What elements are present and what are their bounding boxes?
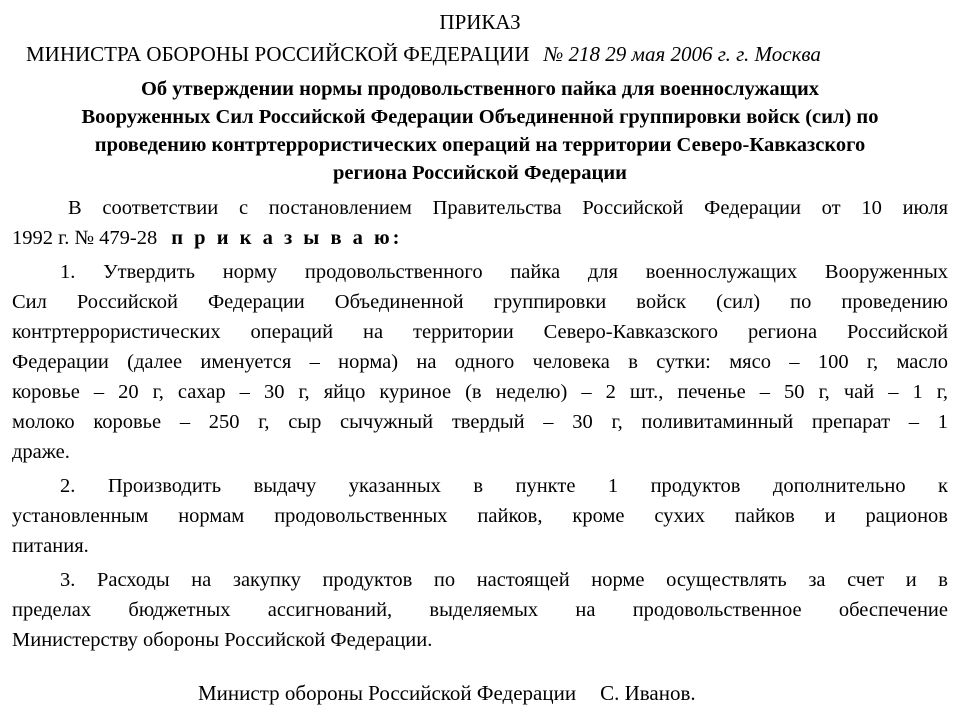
document-title <box>12 75 948 187</box>
preamble-line <box>12 223 948 253</box>
document-body <box>12 193 948 659</box>
item-line: драже. <box>12 441 70 463</box>
item-line: 2. Производить выдачу указанных в пункте 1 продуктов дополнительно к <box>60 475 948 497</box>
title-line: Вооруженных Сил Российской Федерации Объединенной группировки войск (сил) по <box>81 106 879 128</box>
title-line: региона Российской Федерации <box>333 162 627 184</box>
item-line: установленным нормам продовольственных пайков, кроме сухих пайков и рационов <box>12 505 948 527</box>
signature-block <box>198 679 696 707</box>
document-type: ПРИКАЗ <box>439 10 521 34</box>
item-line: пределах бюджетных ассигнований, выделяемых на продовольственное обеспечение <box>12 599 948 621</box>
signatory-name: С. Иванов. <box>600 681 696 705</box>
title-line: Об утверждении нормы продовольственного пайка для военнослужащих <box>140 78 820 100</box>
signatory-position: Министр обороны Российской Федерации <box>198 681 577 705</box>
item-line: контртеррористических операций на территории Северо-Кавказского региона Российской <box>12 321 948 343</box>
item-paragraph-3 <box>12 565 948 655</box>
item-line: 3. Расходы на закупку продуктов по настоящей норме осуществлять за счет и в <box>60 569 948 591</box>
document-header <box>26 40 948 68</box>
issuer: МИНИСТРА ОБОРОНЫ РОССИЙСКОЙ ФЕДЕРАЦИИ <box>26 42 530 66</box>
item-line: питания. <box>12 535 89 557</box>
preamble-reference: 1992 г. № 479-28 <box>12 227 158 249</box>
item-line: молоко коровье – 250 г, сыр сычужный твердый – 30 г, поливитаминный препарат – 1 <box>12 411 948 433</box>
item-line: Сил Российской Федерации Объединенной группировки войск (сил) по проведению <box>12 291 948 313</box>
item-paragraph-2 <box>12 471 948 561</box>
item-line: коровье – 20 г, сахар – 30 г, яйцо куриное (в неделю) – 2 шт., печенье – 50 г, чай – 1 г, <box>12 381 948 403</box>
item-paragraph-1 <box>12 257 948 467</box>
item-line: 1. Утвердить норму продовольственного пайка для военнослужащих Вооруженных <box>60 261 948 283</box>
preamble-line: В соответствии с постановлением Правительства Российской Федерации от 10 июля <box>68 197 948 219</box>
item-line: Министерству обороны Российской Федерации. <box>12 629 433 651</box>
order-number-date-place: № 218 29 мая 2006 г. г. Москва <box>543 42 821 66</box>
title-line: проведению контртеррористических операций на территории Северо-Кавказского <box>94 134 866 156</box>
order-word: п р и к а з ы в а ю: <box>171 227 403 249</box>
item-line: Федерации (далее именуется – норма) на одного человека в сутки: мясо – 100 г, масло <box>12 351 948 373</box>
preamble-paragraph <box>12 193 948 253</box>
